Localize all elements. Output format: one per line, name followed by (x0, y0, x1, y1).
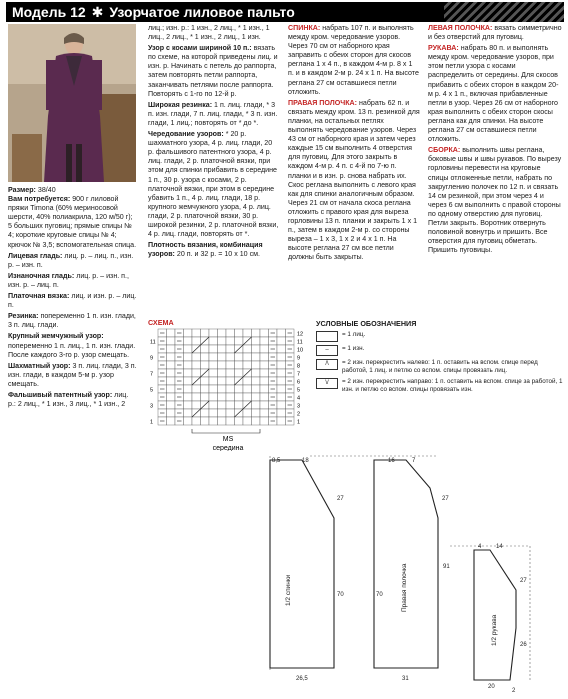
sleeves-label: РУКАВА: (428, 44, 459, 53)
row-number: 3 (297, 403, 301, 410)
chart-cell (235, 361, 244, 369)
chart-cell (252, 353, 261, 361)
chart-cell (184, 337, 193, 345)
row-number-left: 7 (150, 371, 154, 378)
legend-item-purl (316, 345, 564, 356)
row-number: 5 (297, 387, 301, 394)
chart-cell (218, 329, 227, 337)
legend-item-cross-left (316, 359, 564, 375)
chart-cell (218, 409, 227, 417)
gauge-label: Плотность вязания, комбинация узоров: (148, 241, 263, 259)
cable-label: Узор с косами шириной 10 п.: (148, 44, 252, 53)
column-3 (288, 24, 420, 262)
chart-cell (192, 417, 201, 425)
chart-cell (209, 353, 218, 361)
chart-cell (184, 369, 193, 377)
sleeve-bottom-2: 2 (512, 688, 516, 694)
chart-cell (201, 353, 210, 361)
row-number: 11 (297, 339, 303, 346)
assembly-text: выполнить швы реглана, боковые швы и швы рукавов. По вырезу горловины перевести на круговые спицы отложенные петли, набрать по закруглению полочек по 12 п. и связать 14 см резинкой, при этом через 4 и через 6 см выполнить с правой стороны по одному отверстию для пуговиц. Петли закрыть. Воротник отвернуть половиной вовнутрь и пришить. Все отверстия для пуговиц обметать. Пришить пуговицы. (428, 146, 562, 255)
chart-cell (201, 393, 210, 401)
chart-cell (226, 401, 235, 409)
chart-cell (184, 377, 193, 385)
chart-cell (167, 401, 176, 409)
chart-cell (209, 417, 218, 425)
row-number: 2 (297, 411, 301, 418)
chart-cell (218, 345, 227, 353)
chart-cell (260, 393, 269, 401)
chart-cell (235, 337, 244, 345)
stitch-5-text: попеременно 1 п. лиц., 1 п. изн. глади. После каждого 3-го р. узор смещать. (8, 341, 136, 359)
chart-cell (260, 337, 269, 345)
chart-cell (226, 409, 235, 417)
chart-cell (252, 417, 261, 425)
chart-cell (167, 377, 176, 385)
back-piece (270, 458, 344, 682)
legend-title: УСЛОВНЫЕ ОБОЗНАЧЕНИЯ (316, 319, 417, 328)
star-icon: ✱ (91, 3, 104, 20)
front-top-right: 7 (412, 458, 416, 464)
chart-cell (167, 337, 176, 345)
chart-cell (277, 385, 286, 393)
row-number-left: 3 (150, 403, 154, 410)
row-number-left: 11 (150, 339, 156, 346)
chart-cell (209, 337, 218, 345)
chart-cell (201, 377, 210, 385)
chart-cell (209, 361, 218, 369)
chart-cell (252, 329, 261, 337)
cross-right-symbol: \/ (316, 378, 338, 389)
pattern-sequence-text: * 20 р. шахматного узора, 4 р. лиц. глади, 20 р. фальшивого патентного узора, 4 р. лиц. глади, 2 р. платочной вязки, при этом для спинки прибавить в середине 1 п., 30 р. узора с косами, 2 р. платочной вязки, при этом в середине убавить 1 п., 4 р. лиц. глади, 18 р. крупного жемчужного узора, 4 р. лиц. глади, 2 р. платочной вязки, 30 р. широкой резинки, 2 р. платочной вязки, 4 р. лиц. глади, повторять от *. (148, 130, 279, 239)
chart-cell (235, 353, 244, 361)
chart-cell (209, 385, 218, 393)
chart-cell (235, 417, 244, 425)
chart-cell (201, 329, 210, 337)
row-number: 7 (297, 371, 301, 378)
chart-cell (192, 401, 201, 409)
chart-cell (209, 409, 218, 417)
chart-cell (252, 401, 261, 409)
chart-cell (167, 409, 176, 417)
chart-cell (243, 361, 252, 369)
chart-cell (252, 361, 261, 369)
chart-cell (243, 393, 252, 401)
chart-cell (235, 393, 244, 401)
chart-cell (243, 409, 252, 417)
wide-rib-label: Широкая резинка: (148, 100, 213, 109)
chart-cell (252, 369, 261, 377)
chart-cell (260, 353, 269, 361)
back-label: СПИНКА: (288, 24, 321, 32)
chart-cell (167, 329, 176, 337)
row-number: 9 (297, 355, 301, 362)
chart-cell (243, 385, 252, 393)
chart-cell (192, 369, 201, 377)
chart-cell (226, 369, 235, 377)
chart-cell (209, 393, 218, 401)
chart-cell (226, 393, 235, 401)
chart-cell (277, 377, 286, 385)
left-front-text: вязать симметрично и без отверстий для пуговиц. (428, 24, 562, 42)
chart-cell (243, 353, 252, 361)
chart-cell (235, 385, 244, 393)
row-number: 6 (297, 379, 301, 386)
chart-grid (148, 327, 308, 451)
page-header (6, 2, 564, 22)
sleeve-label: 1/2 рукава (491, 614, 498, 646)
chart-cell (260, 369, 269, 377)
chart-cell (260, 409, 269, 417)
knit-symbol (316, 331, 338, 342)
chart-cell (252, 337, 261, 345)
chart-cell (226, 385, 235, 393)
stitch-4-text: попеременно 1 п. изн. глади, 3 п. лиц. глади. (8, 312, 136, 330)
stitch-5-label: Крупный жемчужный узор: (8, 332, 104, 341)
chart-cell (167, 385, 176, 393)
chart-cell (218, 369, 227, 377)
chart-cell (209, 329, 218, 337)
sleeve-top-left: 4 (478, 544, 482, 550)
row-number-left: 5 (150, 387, 154, 394)
chart-cell (184, 393, 193, 401)
chart-cell (192, 353, 201, 361)
chart-cell (260, 401, 269, 409)
chart-cell (201, 417, 210, 425)
gauge-text: 20 п. и 32 р. = 10 х 10 см. (174, 250, 260, 259)
chart-cell (192, 385, 201, 393)
chart-cell (243, 329, 252, 337)
legend-text-cross-left: = 2 изн. перекрестить налево: 1 п. оставить на вспом. спице перед работой, 1 лиц. и петлю со вспом. спицы провязать лиц. (342, 359, 538, 374)
sleeve-top-right: 14 (496, 544, 503, 550)
chart-cell (167, 417, 176, 425)
row-number-left: 1 (150, 419, 154, 426)
pattern-pieces (150, 450, 564, 699)
chart-cell (184, 329, 193, 337)
stitch-3-text: лиц. и изн. р. – лиц. п. (8, 292, 137, 310)
stitch-4-label: Резинка: (8, 312, 39, 321)
assembly-label: СБОРКА: (428, 146, 461, 155)
row-number: 1 (297, 419, 301, 426)
back-side-lower: 70 (337, 592, 344, 598)
col2-text-1: лиц.; изн. р.: 1 изн., 2 лиц., * 1 изн., 1 лиц., 2 лиц., * 1 изн., 2 лиц., 1 изн. (148, 24, 270, 42)
chart-cell (192, 393, 201, 401)
cross-left-symbol: /\ (316, 359, 338, 370)
materials-text: 900 г лиловой пряжи Timona (60% мериносовой шерсти, 40% полиакрила, 120 м/50 г); 5 больших пуговиц; прямые спицы № 4; короткие круговые спицы № 4; крючок № 3,5; вспомогательная спица. (8, 195, 137, 249)
chart-cell (260, 417, 269, 425)
size-value: 38/40 (35, 186, 56, 194)
back-text: набрать 107 п. и выполнять между кром. чередование узоров. Через 70 см от наборного края заправить с обеих сторон для скосов реглана 1 х 4 п., в каждом 4-м р. 8 х 1 п. и в каждом 2-м р. 24 х 1 п. На высоте реглана 27 см оставшиеся петли отложить. (288, 24, 419, 96)
stitch-1-text: лиц. р. – лиц. п., изн. р. – изн. п. (8, 251, 134, 269)
chart-cell (167, 361, 176, 369)
size-label: Размер: (8, 186, 36, 194)
back-top-mid: 18 (302, 458, 309, 464)
front-side-upper: 27 (442, 496, 449, 502)
column-4 (428, 24, 562, 255)
chart-cell (218, 337, 227, 345)
center-label: середина (212, 445, 244, 451)
right-front-label: ПРАВАЯ ПОЛОЧКА: (288, 98, 358, 107)
column-1 (8, 186, 138, 409)
chart-cell (184, 401, 193, 409)
chart-cell (184, 361, 193, 369)
chart-cell (252, 393, 261, 401)
legend-text-knit: = 1 лиц. (342, 331, 366, 338)
stitch-1-label: Лицевая гладь: (8, 251, 63, 260)
chart-cell (209, 377, 218, 385)
front-side-lower: 70 (376, 592, 383, 598)
legend-text-purl: = 1 изн. (342, 345, 365, 352)
chart-cell (218, 417, 227, 425)
chart-cell (260, 361, 269, 369)
cable-text: вязать по схеме, на которой приведены лиц. и изн. р. Начинать с петель до раппорта, затем повторять петли раппорта, заканчивать петлями после раппорта. Повторять с 1-го по 12-й р. (148, 44, 278, 98)
chart-cell (184, 417, 193, 425)
legend (316, 320, 564, 394)
left-front-label: ЛЕВАЯ ПОЛОЧКА: (428, 24, 493, 32)
chart-cell (243, 345, 252, 353)
chart-cell (184, 353, 193, 361)
chart-cell (218, 401, 227, 409)
chart-cell (277, 417, 286, 425)
chart-cell (235, 329, 244, 337)
row-number: 8 (297, 363, 301, 370)
chart-cell (167, 353, 176, 361)
stitch-3-label: Платочная вязка: (8, 292, 70, 301)
chart-cell (226, 361, 235, 369)
chart-cell (235, 401, 244, 409)
chart-cells (150, 329, 303, 433)
stitch-7-text: лиц. р.: 2 лиц., * 1 изн., 3 лиц., * 1 изн., 2 (8, 390, 129, 409)
right-front-text: набрать 62 п. и связать между кром. 13 п. резинкой для планки, на остальных петлях выполнять чередование узоров. Через 43 см от наборного края и затем через каждые 15 см выполнить 4 отверстия для пуговиц. Для этого закрыть в каждом 4-м р. 4 п. с 4-й по 7-ю п. планки и в изн. р. снова набрать их. Скос реглана выполнить с левого края как для спинки аналогичным образом. Через 21 см от начала скоса реглана отложить с правого края для выреза горловины 13 п. планки и закрыть 1 х 1 п., затем в каждом 2-м р. со стороны выреза – 1 х 3, 1 х 2 и 4 х 1 п. На высоте реглана 27 см все петли должны быть закрыты. (288, 98, 420, 262)
back-label: 1/2 спинки (285, 574, 292, 606)
chart-cell (252, 377, 261, 385)
header-hatch-decoration (444, 2, 564, 22)
chart-cell (277, 345, 286, 353)
front-bottom: 31 (402, 676, 409, 682)
chart-cell (277, 353, 286, 361)
legend-text-cross-right: = 2 изн. перекрестить направо: 1 п. оставить на вспом. спице за работой, 1 изн. и петлю со вспом. спицы провязать изн. (342, 378, 563, 393)
front-label: Правая полочка (401, 563, 408, 612)
sleeve-bottom: 20 (488, 684, 495, 690)
back-top-left: 8,5 (272, 458, 281, 464)
back-bottom: 26,5 (296, 676, 308, 682)
chart-cell (218, 385, 227, 393)
chart-cell (209, 401, 218, 409)
chart-cell (226, 377, 235, 385)
sleeve-piece (474, 544, 527, 694)
chart-cell (201, 361, 210, 369)
chart-cell (252, 385, 261, 393)
stitch-7-label: Фальшивый патентный узор: (8, 390, 113, 399)
front-top-left: 16 (388, 458, 395, 464)
chart-cell (192, 361, 201, 369)
chart-cell (243, 417, 252, 425)
chart-cell (226, 345, 235, 353)
chart-cell (226, 353, 235, 361)
model-photo (8, 24, 136, 182)
chart-title: СХЕМА (148, 318, 174, 327)
chart-cell (218, 393, 227, 401)
chart-cell (209, 369, 218, 377)
chart-cell (201, 345, 210, 353)
chart-cell (192, 329, 201, 337)
row-number-left: 9 (150, 355, 154, 362)
chart-cell (218, 361, 227, 369)
pattern-sequence-label: Чередование узоров: (148, 130, 224, 139)
chart-cell (209, 345, 218, 353)
chart-cell (277, 401, 286, 409)
chart-cell (201, 385, 210, 393)
ms-label: MS (222, 436, 234, 443)
chart-cell (277, 337, 286, 345)
chart-cell (277, 329, 286, 337)
sleeve-side-lower: 26 (520, 642, 527, 648)
model-number: Модель 12 (12, 4, 86, 20)
purl-symbol: – (316, 345, 338, 356)
chart-cell (167, 393, 176, 401)
chart-cell (226, 329, 235, 337)
sleeves-text: набрать 80 п. и выполнять между кром. чередование узоров, при этом петли узора с косами распределить от середины. Для скосов прибавить с обеих сторон в каждом 20-м р. 4 х 1 п., включая прибавленные петли в узор. Через 26 см от наборного края выполнить с обеих сторон скосы реглана как для спинки. На высоте реглана 27 см оставшиеся петли отложить. (428, 44, 559, 144)
sleeve-side-upper: 27 (520, 578, 527, 584)
chart-cell (235, 369, 244, 377)
row-number: 4 (297, 395, 301, 402)
chart-cell (252, 345, 261, 353)
row-number: 12 (297, 331, 304, 338)
chart-cell (260, 345, 269, 353)
legend-item-knit (316, 331, 564, 342)
chart-cell (277, 393, 286, 401)
stitch-chart (148, 318, 308, 456)
total-length: 91 (443, 564, 450, 570)
chart-cell (277, 409, 286, 417)
chart-cell (226, 337, 235, 345)
wide-rib-text: 1 п. лиц. глади, * 3 п. изн. глади, 7 п. лиц. глади, * 3 п. изн. глади, 1 лиц.; повторять от * до *. (148, 100, 278, 127)
chart-cell (260, 329, 269, 337)
column-2 (148, 24, 280, 259)
chart-cell (260, 377, 269, 385)
chart-cell (277, 369, 286, 377)
ms-bracket (192, 429, 260, 433)
front-piece (374, 458, 450, 682)
model-title: Узорчатое лиловое пальто (109, 4, 295, 20)
chart-cell (184, 409, 193, 417)
stitch-6-label: Шахматный узор: (8, 361, 71, 370)
stitch-2-text: лиц. р. – изн. п., изн. р. – лиц. п. (8, 271, 129, 289)
chart-cell (184, 345, 193, 353)
chart-cell (201, 409, 210, 417)
chart-cell (252, 409, 261, 417)
chart-cell (226, 417, 235, 425)
stitch-6-text: 3 п. лиц. глади, 3 п. изн. глади, в каждом 5-м р. узор смещать. (8, 361, 137, 388)
chart-cell (167, 345, 176, 353)
chart-cell (218, 377, 227, 385)
chart-cell (277, 361, 286, 369)
chart-cell (218, 353, 227, 361)
row-number: 10 (297, 347, 304, 354)
chart-cell (260, 385, 269, 393)
chart-cell (192, 337, 201, 345)
chart-cell (167, 369, 176, 377)
chart-cell (243, 377, 252, 385)
chart-cell (184, 385, 193, 393)
legend-item-cross-right (316, 378, 564, 394)
back-side-upper: 27 (337, 496, 344, 502)
pattern-pieces-svg (150, 450, 564, 694)
stitch-2-label: Изнаночная гладь: (8, 271, 75, 280)
materials-label: Вам потребуется: (8, 195, 71, 204)
